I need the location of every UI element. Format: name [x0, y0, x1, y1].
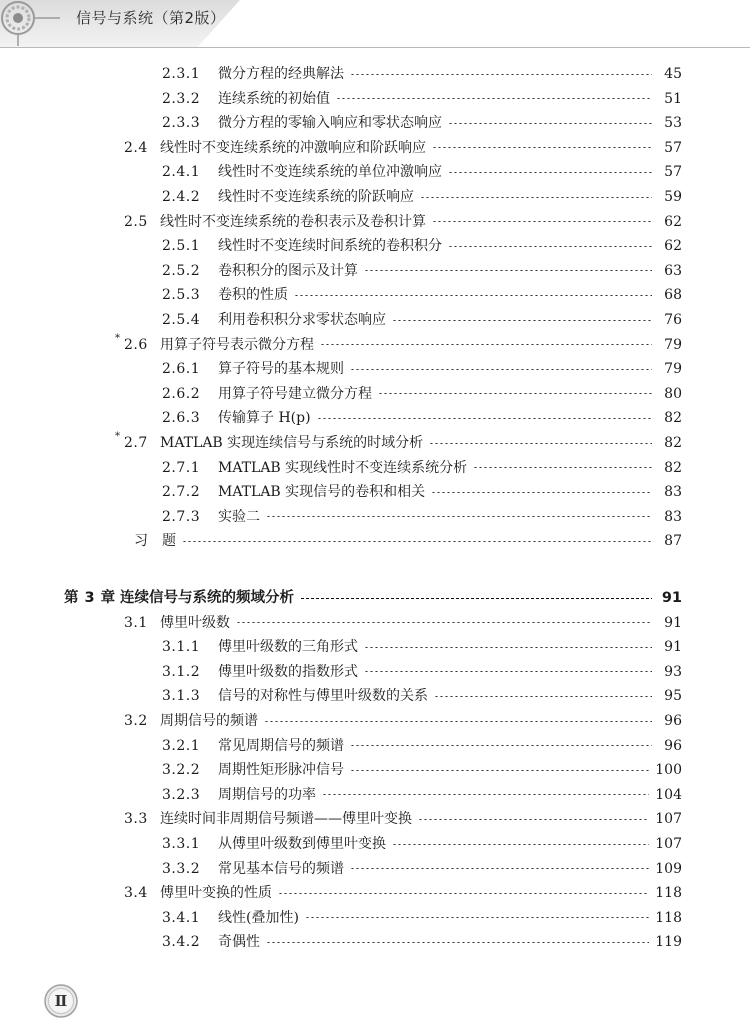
toc-entry[interactable]	[124, 709, 682, 733]
toc-entry-title: 奇偶性	[218, 934, 260, 951]
toc-entry-number: 2.5.3	[162, 287, 201, 304]
dot-leader	[300, 598, 652, 599]
toc-entry[interactable]	[162, 906, 682, 930]
toc-entry-page: 91	[664, 639, 682, 656]
toc-entry-number: 3.1	[124, 614, 148, 631]
toc-entry-number: 3.4.1	[162, 909, 201, 926]
toc-entry-page: 57	[664, 139, 682, 156]
toc-entry-title: 传输算子 H(p)	[218, 410, 311, 427]
toc-entry-title: 常见周期信号的频谱	[218, 737, 344, 754]
dot-leader	[278, 893, 649, 894]
toc-entry-page: 53	[664, 115, 682, 132]
toc-entry[interactable]	[162, 160, 682, 184]
toc-entry-number: 2.7	[124, 435, 148, 451]
toc-entry[interactable]	[162, 234, 682, 258]
toc-entry-number: 3.4	[124, 885, 148, 902]
toc-entry[interactable]	[162, 857, 682, 881]
dot-leader	[336, 98, 652, 99]
toc-entry-page: 62	[664, 238, 682, 255]
toc-entry[interactable]	[162, 930, 682, 954]
dot-leader	[432, 147, 652, 148]
toc-entry-number: 3.1.1	[162, 639, 201, 656]
toc-entry-page: 91	[664, 614, 682, 631]
toc-entry[interactable]	[162, 406, 682, 430]
toc-entry-page: 96	[664, 737, 682, 754]
toc-entry[interactable]	[162, 505, 682, 529]
toc-entry-page: 87	[664, 533, 682, 550]
toc-entry-page: 80	[664, 385, 682, 402]
dot-leader	[392, 844, 649, 845]
toc-entry-title: 微分方程的经典解法	[218, 66, 344, 82]
toc-entry[interactable]	[162, 382, 682, 406]
toc-entry[interactable]	[162, 111, 682, 135]
toc-entry-title: 周期性矩形脉冲信号	[218, 762, 344, 779]
toc-entry-page: 62	[664, 213, 682, 230]
dot-leader	[432, 221, 652, 222]
toc-entry-title: 线性时不变连续系统的冲激响应和阶跃响应	[160, 139, 426, 156]
dot-leader	[418, 819, 649, 820]
toc-entry-title: 卷积积分的图示及计算	[218, 262, 358, 279]
toc-entry-number: 2.3.2	[162, 90, 201, 107]
page-number: Ⅱ	[54, 992, 68, 1010]
optional-marker: *	[115, 332, 120, 344]
toc-entry-page: 119	[655, 934, 682, 951]
toc-entry-title: 连续系统的初始值	[218, 90, 330, 107]
toc-entry[interactable]	[162, 832, 682, 856]
dot-leader	[264, 721, 652, 722]
toc-entry-title: 信号的对称性与傅里叶级数的关系	[218, 688, 428, 705]
toc-entry[interactable]	[162, 684, 682, 708]
toc-entry-page: 82	[664, 410, 682, 427]
toc-entry-page: 118	[655, 885, 682, 902]
toc-entry-page: 76	[664, 312, 682, 328]
toc-entry-page: 118	[655, 909, 682, 926]
toc-entry[interactable]	[162, 87, 682, 111]
toc-entry[interactable]	[162, 635, 682, 659]
toc-entry-page: 83	[664, 484, 682, 501]
toc-entry-title: 连续时间非周期信号频谱——傅里叶变换	[160, 811, 412, 828]
toc-entry-number: 3.2.2	[162, 762, 201, 779]
dot-leader	[182, 541, 652, 542]
toc-entry-title: 从傅里叶级数到傅里叶变换	[218, 836, 386, 852]
toc-entry-title: 周期信号的频谱	[160, 713, 258, 729]
dot-leader	[350, 770, 649, 771]
toc-entry-page: 83	[664, 508, 682, 525]
toc-entry-page: 91	[661, 590, 682, 606]
toc-entry[interactable]	[162, 456, 682, 480]
toc-entry-title: 习 题	[134, 533, 176, 550]
dot-leader	[434, 696, 652, 697]
dot-leader	[392, 320, 652, 321]
toc-entry-title: 常见基本信号的频谱	[218, 860, 344, 877]
dot-leader	[473, 467, 652, 468]
circuit-decoration-icon	[0, 0, 64, 48]
toc-entry-page: 82	[664, 435, 682, 451]
toc-entry-number: 2.6.3	[162, 410, 201, 427]
toc-entry-number: 3.1.3	[162, 688, 201, 705]
toc-entry-page: 45	[664, 66, 682, 82]
toc-entry[interactable]	[162, 480, 682, 504]
toc-entry-number: 3.3	[124, 811, 148, 828]
optional-marker: *	[115, 431, 120, 442]
toc-entry-page: 104	[655, 786, 682, 803]
dot-leader	[320, 344, 652, 345]
dot-leader	[350, 369, 652, 370]
dot-leader	[429, 443, 652, 444]
toc-entry[interactable]	[162, 259, 682, 283]
toc-entry[interactable]	[124, 611, 682, 635]
toc-entry[interactable]	[162, 357, 682, 381]
header-rule	[0, 47, 750, 48]
toc-entry-title: 实验二	[218, 508, 260, 525]
toc-entry-title: 傅里叶级数的指数形式	[218, 663, 358, 680]
dot-leader	[448, 172, 652, 173]
toc-entry-number: 3.2.1	[162, 737, 201, 754]
toc-entry-page: 51	[664, 90, 682, 107]
dot-leader	[448, 123, 652, 124]
toc-entry-page: 79	[664, 336, 682, 353]
toc-entry-number: 2.5.1	[162, 238, 201, 255]
toc-entry-page: 107	[655, 836, 682, 852]
toc-entry-number: 2.4	[124, 139, 148, 156]
dot-leader	[294, 295, 652, 296]
toc-entry-title: 卷积的性质	[218, 287, 288, 304]
toc-entry-page: 79	[664, 361, 682, 378]
toc-entry[interactable]	[134, 529, 682, 553]
toc-entry-number: 3.1.2	[162, 663, 201, 680]
toc-entry-number: 2.7.1	[162, 459, 201, 476]
toc-entry[interactable]	[162, 283, 682, 307]
toc-entry[interactable]	[162, 734, 682, 758]
dot-leader	[364, 647, 652, 648]
toc-entry-title: 用算子符号建立微分方程	[218, 385, 372, 402]
dot-leader	[448, 246, 652, 247]
toc-entry-page: 68	[664, 287, 682, 304]
toc-entry-number: 3.4.2	[162, 934, 201, 951]
toc-entry-number: 2.7.2	[162, 484, 201, 501]
toc-entry[interactable]	[124, 210, 682, 234]
toc-entry-number: 3.2	[124, 713, 148, 729]
toc-entry-title: 算子符号的基本规则	[218, 361, 344, 378]
toc-entry-title: 线性时不变连续时间系统的卷积积分	[218, 238, 442, 255]
toc-entry[interactable]	[115, 431, 682, 455]
toc-entry-title: 线性时不变连续系统的阶跃响应	[218, 189, 414, 205]
toc-entry-page: 96	[664, 713, 682, 729]
toc-entry-number: 2.5	[124, 213, 148, 230]
toc-entry-number: 3.2.3	[162, 786, 201, 803]
toc-entry-title: MATLAB 实现线性时不变连续系统分析	[218, 459, 468, 476]
toc-entry-number: 2.6.1	[162, 361, 201, 378]
toc-entry[interactable]	[124, 136, 682, 160]
toc-entry[interactable]	[124, 807, 682, 831]
dot-leader	[322, 794, 649, 795]
toc-entry[interactable]	[162, 758, 682, 782]
dot-leader	[317, 418, 652, 419]
toc-entry[interactable]	[124, 881, 682, 905]
toc-entry-page: 107	[655, 811, 682, 828]
toc-entry-page: 82	[664, 459, 682, 476]
toc-entry-title: 用算子符号表示微分方程	[160, 336, 314, 353]
toc-entry-page: 95	[664, 688, 682, 705]
toc-entry[interactable]	[162, 308, 682, 332]
dot-leader	[431, 492, 652, 493]
toc-entry-title: 连续信号与系统的频域分析	[120, 590, 294, 606]
dot-leader	[350, 868, 649, 869]
toc-entry[interactable]	[115, 332, 682, 357]
toc-entry-page: 59	[664, 189, 682, 205]
toc-entry-title: 微分方程的零输入响应和零状态响应	[218, 115, 442, 132]
toc-entry-number: 2.3.1	[162, 66, 201, 82]
toc-entry-title: MATLAB 实现信号的卷积和相关	[218, 484, 426, 501]
toc-entry-title: 周期信号的功率	[218, 786, 316, 803]
toc-entry-number: 3.3.2	[162, 860, 201, 877]
toc-entry-page: 100	[655, 762, 682, 779]
toc-entry-page: 109	[655, 860, 682, 877]
toc-entry-page: 63	[664, 262, 682, 279]
toc-entry-page: 93	[664, 663, 682, 680]
chapter-entry[interactable]	[64, 586, 682, 610]
toc-entry-number: 2.4.2	[162, 189, 201, 205]
toc-entry[interactable]	[162, 660, 682, 684]
toc-entry-number: 2.4.1	[162, 164, 201, 181]
toc-entry-title: 线性时不变连续系统的卷积表示及卷积计算	[160, 213, 426, 230]
toc-entry-number: 2.3.3	[162, 115, 201, 132]
toc-entry-title: 傅里叶变换的性质	[160, 885, 272, 902]
dot-leader	[420, 197, 652, 198]
book-title: 信号与系统（第2版）	[76, 9, 226, 27]
toc-entry-title: 利用卷积积分求零状态响应	[218, 312, 386, 328]
dot-leader	[266, 942, 649, 943]
dot-leader	[378, 393, 652, 394]
toc-entry-number: 2.6	[124, 336, 148, 353]
dot-leader	[364, 270, 652, 271]
toc-entry[interactable]	[162, 185, 682, 209]
toc-entry-number: 第 3 章	[64, 590, 116, 606]
toc-entry-number: 2.7.3	[162, 508, 201, 525]
dot-leader	[266, 516, 652, 517]
toc-entry-title: 傅里叶级数的三角形式	[218, 639, 358, 656]
dot-leader	[350, 745, 652, 746]
toc-entry-number: 2.5.2	[162, 262, 201, 279]
dot-leader	[305, 917, 649, 918]
toc-entry-number: 2.5.4	[162, 312, 201, 328]
toc-entry-number: 2.6.2	[162, 385, 201, 402]
toc-entry-title: 傅里叶级数	[160, 614, 230, 631]
toc-entry-number: 3.3.1	[162, 836, 201, 852]
toc-entry-title: MATLAB 实现连续信号与系统的时域分析	[160, 435, 424, 451]
dot-leader	[350, 74, 652, 75]
toc-entry[interactable]	[162, 783, 682, 807]
dot-leader	[236, 622, 652, 623]
dot-leader	[364, 671, 652, 672]
toc-entry[interactable]	[162, 62, 682, 86]
toc-entry-title: 线性时不变连续系统的单位冲激响应	[218, 164, 442, 181]
toc-entry-title: 线性(叠加性)	[218, 909, 299, 926]
toc-entry-page: 57	[664, 164, 682, 181]
